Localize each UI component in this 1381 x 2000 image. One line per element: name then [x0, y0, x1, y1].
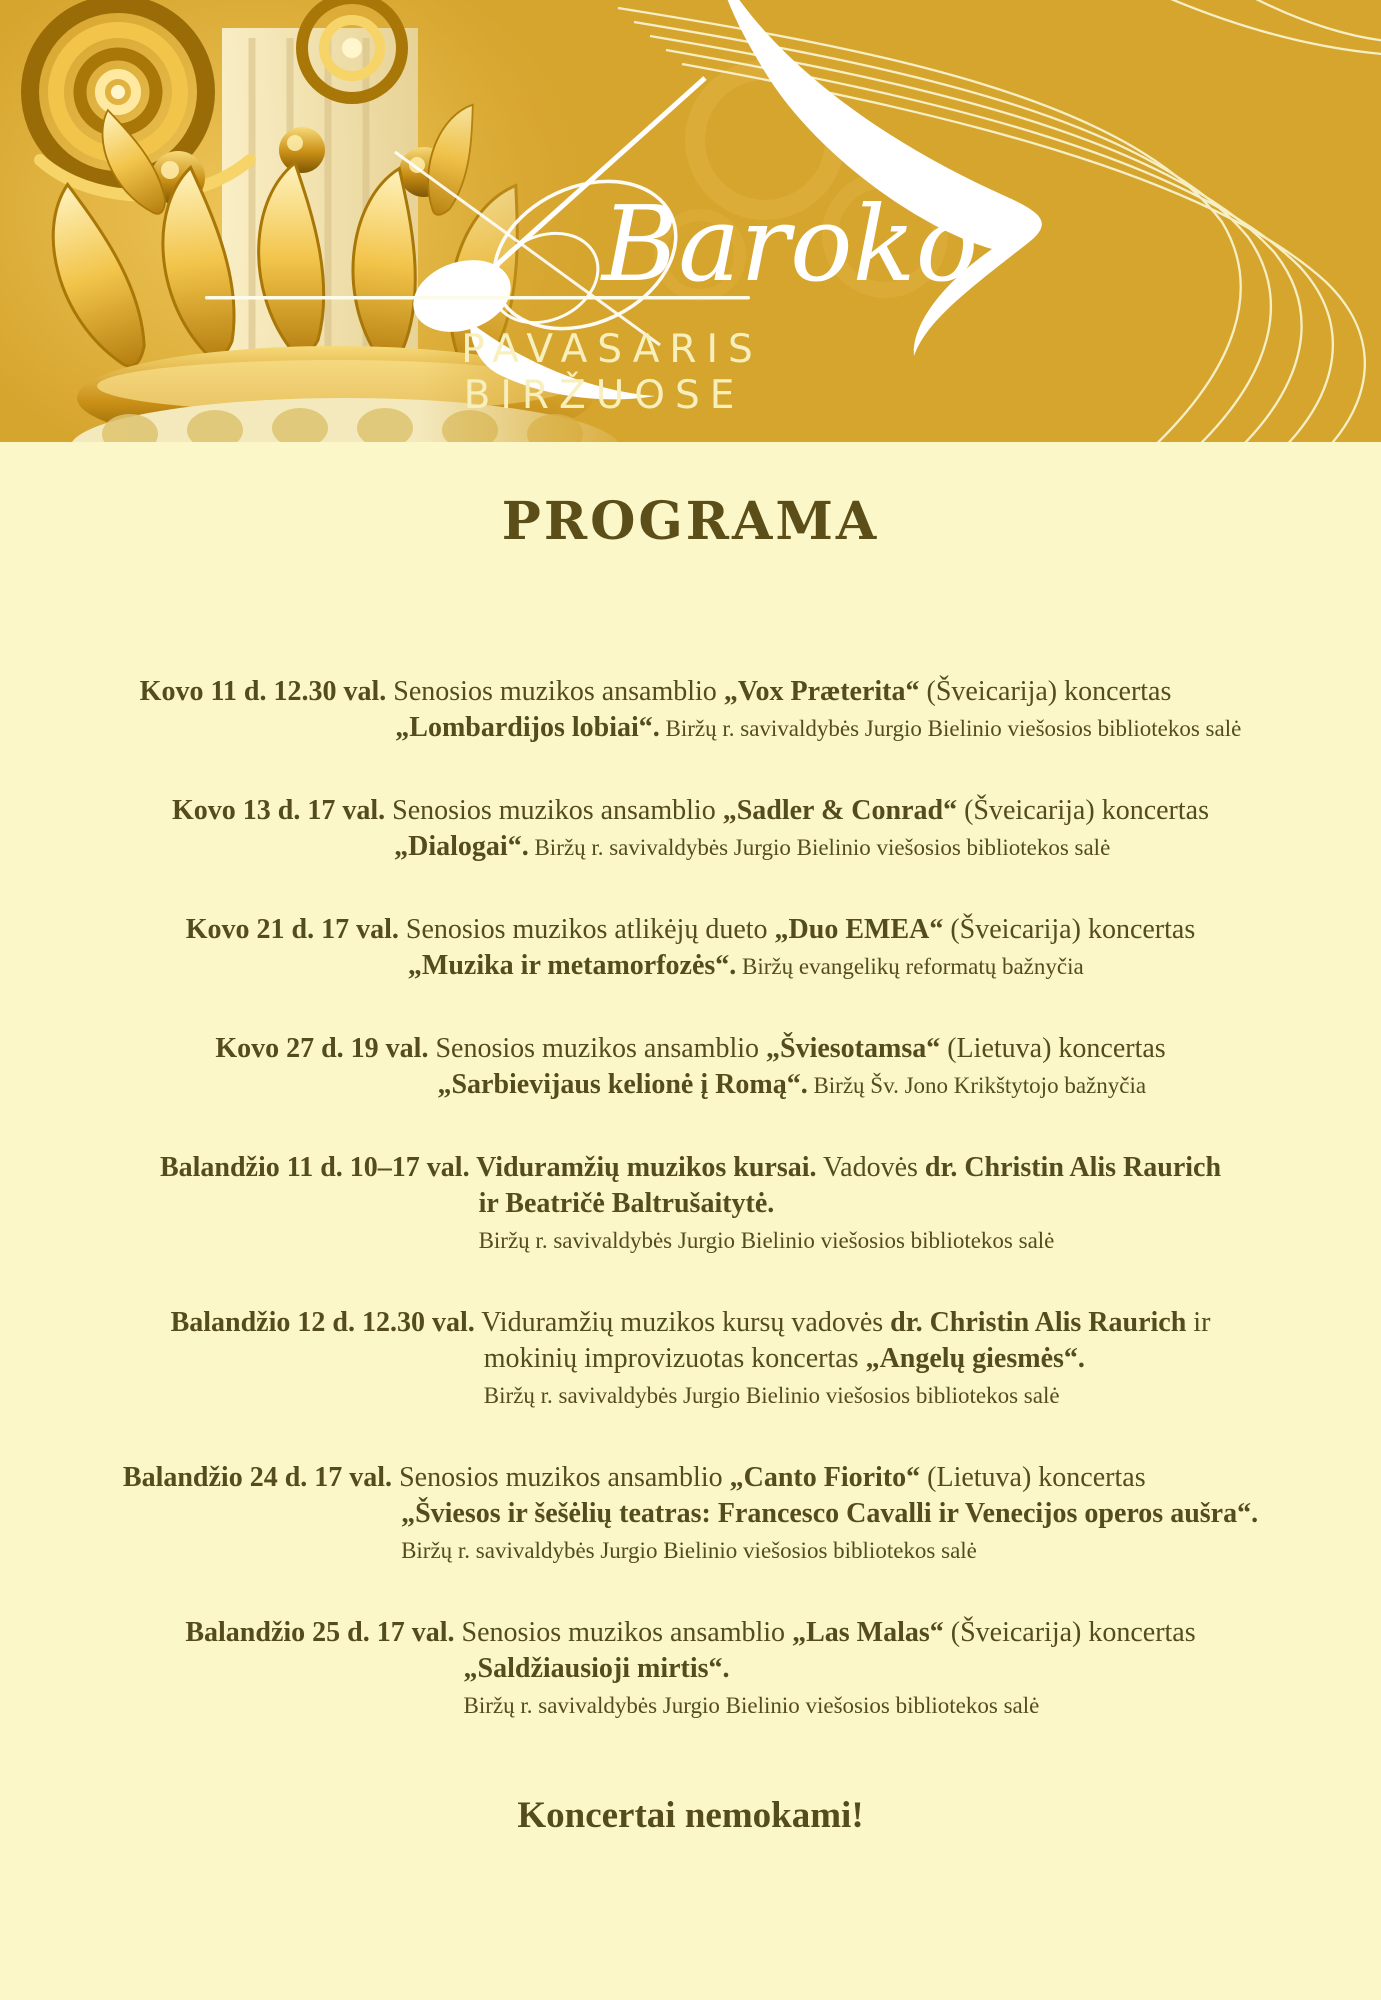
- entry-line: [140, 674, 1242, 710]
- entry-text: „Lombardijos lobiai“.: [395, 712, 660, 743]
- entry-text: Senosios muzikos ansamblio: [386, 676, 724, 707]
- header-banner: [0, 0, 1381, 442]
- entry-text: „Canto Fiorito“: [729, 1462, 921, 1493]
- logo-script-text: Baroko: [601, 183, 979, 305]
- entry-text: Senosios muzikos ansamblio: [392, 1462, 730, 1493]
- entry-text: Senosios muzikos ansamblio: [454, 1617, 793, 1648]
- entry-text: Viduramžių muzikos kursai.: [469, 1152, 817, 1183]
- program-entry: [185, 1615, 1195, 1724]
- entry-text: dr. Christin Alis Raurich: [890, 1307, 1187, 1338]
- logo-line2-text: BIRŽUOSE: [463, 373, 745, 418]
- entry-line: [437, 1067, 1165, 1104]
- entry-line: [186, 912, 1195, 948]
- entry-text: Viduramžių muzikos kursų vadovės: [474, 1307, 891, 1338]
- entry-date: Balandžio 24 d. 17 val.: [122, 1462, 393, 1493]
- entry-text: Biržų r. savivaldybės Jurgio Bielinio viešosios bibliotekos salė: [659, 716, 1242, 741]
- entry-line: [160, 1150, 1221, 1186]
- entry-text: „Šviesos ir šešėlių teatras: Francesco Cavalli ir Venecijos operos aušra“.: [401, 1498, 1259, 1529]
- entry-text: „Angelų giesmės“.: [865, 1343, 1085, 1374]
- page-title: PROGRAMA: [501, 491, 880, 552]
- entry-date: Kovo 11 d. 12.30 val.: [139, 676, 387, 707]
- program-entry: [123, 1460, 1258, 1569]
- entry-text: dr. Christin Alis Raurich: [924, 1152, 1222, 1183]
- entry-text: „Muzika ir metamorfozės“.: [407, 950, 737, 981]
- entry-text: Biržų r. savivaldybės Jurgio Bielinio viešosios bibliotekos salė: [528, 835, 1111, 860]
- entry-line: [464, 1687, 1196, 1724]
- entry-text: (Šveicarija) koncertas: [919, 676, 1172, 707]
- entry-text: (Šveicarija) koncertas: [943, 1617, 1196, 1648]
- entry-line: [394, 829, 1209, 866]
- entry-text: Senosios muzikos ansamblio: [385, 795, 723, 826]
- entry-text: ir Beatričė Baltrušaitytė.: [478, 1188, 775, 1219]
- entry-text: „Vox Præterita“: [723, 676, 920, 707]
- logo-line1-text: PAVASARIS: [461, 327, 763, 372]
- entry-date: Kovo 27 d. 19 val.: [215, 1033, 429, 1064]
- entry-line: [172, 793, 1209, 829]
- program-entry: [171, 1305, 1211, 1414]
- entry-text: „Sadler & Conrad“: [722, 795, 958, 826]
- entry-text: (Šveicarija) koncertas: [943, 914, 1196, 945]
- entry-date: Kovo 21 d. 17 val.: [185, 914, 399, 945]
- entry-line: [479, 1222, 1221, 1259]
- entry-text: Biržų r. savivaldybės Jurgio Bielinio viešosios bibliotekos salė: [463, 1693, 1040, 1718]
- entry-text: Vadovės: [816, 1152, 925, 1183]
- entry-line: [185, 1615, 1195, 1651]
- entry-line: [484, 1341, 1211, 1377]
- entry-text: Biržų r. savivaldybės Jurgio Bielinio viešosios bibliotekos salė: [478, 1228, 1055, 1253]
- entry-text: „Las Malas“: [792, 1617, 944, 1648]
- entry-line: [401, 1496, 1258, 1532]
- program-entries-list: [0, 674, 1381, 1724]
- entry-line: [171, 1305, 1211, 1341]
- program-entry: [172, 793, 1209, 866]
- entry-text: (Lietuva) koncertas: [920, 1462, 1146, 1493]
- entry-text: ir: [1186, 1307, 1211, 1338]
- entry-date: Balandžio 12 d. 12.30 val.: [170, 1307, 475, 1338]
- entry-text: „Sarbievijaus kelionė į Romą“.: [437, 1069, 808, 1100]
- entry-line: [395, 710, 1241, 747]
- program-entry: [186, 912, 1195, 985]
- entry-text: Senosios muzikos ansamblio: [428, 1033, 766, 1064]
- entry-text: „Dialogai“.: [394, 831, 529, 862]
- footer-note: Koncertai nemokami!: [517, 1795, 864, 1836]
- entry-text: (Lietuva) koncertas: [940, 1033, 1166, 1064]
- entry-line: [401, 1532, 1258, 1569]
- entry-text: (Šveicarija) koncertas: [957, 795, 1209, 826]
- program-entry: [160, 1150, 1221, 1259]
- entry-text: mokinių improvizuotas koncertas: [483, 1343, 866, 1374]
- entry-date: Balandžio 11 d. 10–17 val.: [159, 1152, 470, 1183]
- entry-text: Biržų r. savivaldybės Jurgio Bielinio viešosios bibliotekos salė: [483, 1383, 1060, 1408]
- program-entry: [140, 674, 1242, 747]
- entry-line: [123, 1460, 1258, 1496]
- entry-line: [215, 1031, 1165, 1067]
- entry-date: Kovo 13 d. 17 val.: [172, 795, 386, 826]
- entry-line: [479, 1186, 1221, 1222]
- entry-text: „Saldžiausioji mirtis“.: [463, 1653, 730, 1684]
- entry-date: Balandžio 25 d. 17 val.: [185, 1617, 455, 1648]
- entry-text: Biržų r. savivaldybės Jurgio Bielinio viešosios bibliotekos salė: [401, 1538, 977, 1563]
- entry-text: Biržų Šv. Jono Krikštytojo bažnyčia: [807, 1073, 1147, 1098]
- entry-line: [408, 948, 1195, 985]
- entry-text: Senosios muzikos atlikėjų dueto: [398, 914, 775, 945]
- entry-text: „Šviesotamsa“: [766, 1033, 941, 1064]
- header-artwork: [0, 0, 1381, 442]
- entry-line: [464, 1651, 1196, 1687]
- entry-line: [484, 1377, 1211, 1414]
- program-entry: [215, 1031, 1165, 1104]
- entry-text: „Duo EMEA“: [774, 914, 944, 945]
- entry-text: Biržų evangelikų reformatų bažnyčia: [736, 954, 1084, 979]
